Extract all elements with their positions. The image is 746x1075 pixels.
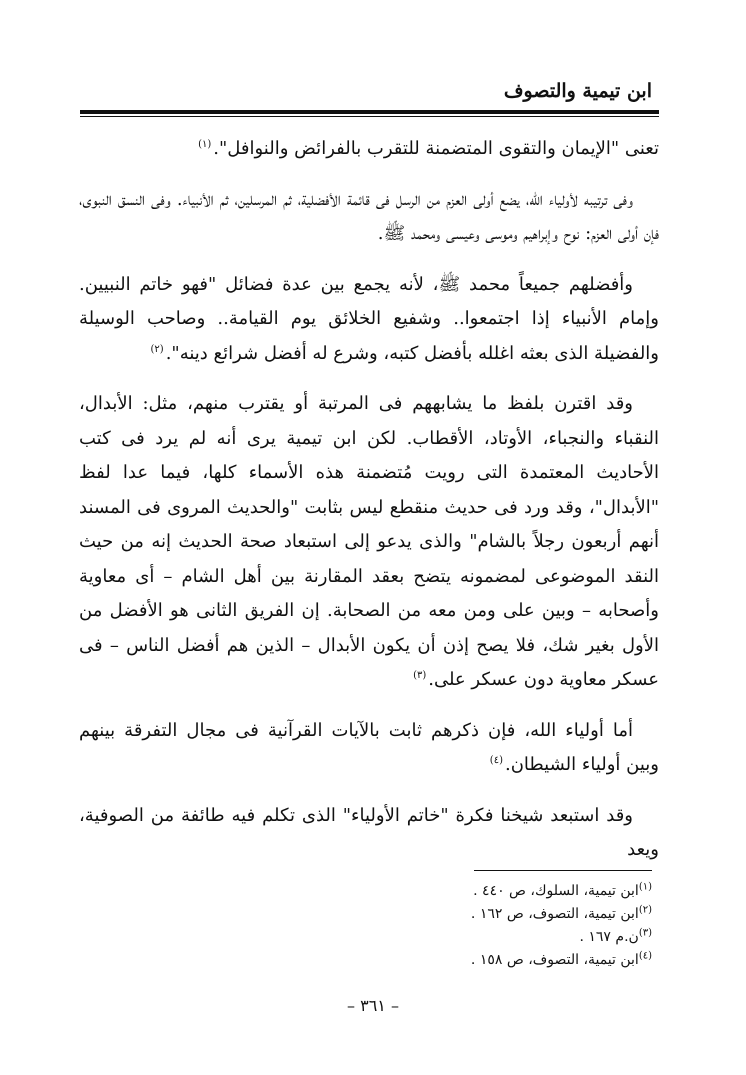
footnote-reference: (١): [198, 139, 212, 150]
paragraph: وأفضلهم جميعاً محمد ﷺ، لأنه يجمع بين عدة فضائل "فهو خاتم النبيين. وإمام الأنبياء إذا اجتمعوا.. وشفيع الخلائق يوم القيامة.. وصاحب الوسيلة والفضيلة الذى بعثه اغلله بأفضل كتبه، وشرع له أفضل شرائع دينه".$^{(٢)}$: [79, 273, 659, 364]
header-rule-thick: [80, 110, 659, 114]
body-text: [79, 132, 659, 884]
footnote-reference: (٣): [413, 670, 427, 681]
footnote-reference: (٤): [489, 755, 503, 766]
running-header: ابن تيمية والتصوف: [503, 80, 652, 102]
footnote: $^{(٢)}$ابن تيمية، التصوف، ص ١٦٢ .: [470, 904, 652, 922]
footnote: $^{(٤)}$ابن تيمية، التصوف، ص ١٥٨ .: [470, 950, 652, 968]
paragraph: تعنى "الإيمان والتقوى المتضمنة للتقرب بالفرائض والنوافل".$^{(١)}$: [198, 138, 659, 159]
footnote: $^{(٣)}$ن.م ١٦٧ .: [579, 927, 652, 945]
page-number: – ٣٦١ –: [347, 996, 399, 1015]
header-rule-thin: [80, 116, 659, 117]
footnote-rule: [474, 870, 652, 871]
paragraph: أما أولياء الله، فإن ذكرهم ثابت بالآيات القرآنية فى مجال التفرقة بينهم وبين أولياء الشيطان.$^{(٤)}$: [79, 719, 659, 775]
footnotes: [92, 880, 652, 972]
paragraph: وفى ترتيبه لأولياء الله، يضع أولى العزم من الرسل فى قائمة الأفضلية، ثم المرسلين، ثم الأنبياء. وفى النسق النبوى، فإن أولى العزم: نوح وإبراهيم وموسى وعيسى ومحمد ﷺ.: [79, 188, 659, 244]
footnote-reference: (٢): [150, 343, 164, 355]
footnote: $^{(١)}$ابن تيمية، السلوك، ص ٤٤٠ .: [473, 881, 652, 899]
paragraph: وقد اقترن بلفظ ما يشابههم فى المرتبة أو يقترب منهم، مثل: الأبدال، النقباء والنجباء، الأوتاد، الأقطاب. لكن ابن تيمية يرى أنه لم يرد فى كتب الأحاديث المعتمدة التى رويت مُتضمنة هذه الأسماء كلها، فيما عدا لفظ "الأبدال"، وقد ورد فى حديث منقطع ليس بثابت "والحديث المروى فى المسند أنهم أربعون رجلاً بالشام" والذى يدعو إلى استبعاد صحة الحديث إنه من حيث النقد الموضوعى لمضمونه يتضح بعقد المقارنة بين أهل الشام – أى معاوية وأصحابه – وبين على ومن معه من الصحابة. إن الفريق الثانى هو الأفضل من الأول بغير شك، فلا يصح إذن أن يكون الأبدال – الذين هم أفضل الناس – فى عسكر معاوية دون عسكر على.$^{(٣)}$: [79, 393, 659, 690]
paragraph: وقد استبعد شيخنا فكرة "خاتم الأولياء" الذى تكلم فيه طائفة من الصوفية، ويعد: [79, 804, 659, 860]
